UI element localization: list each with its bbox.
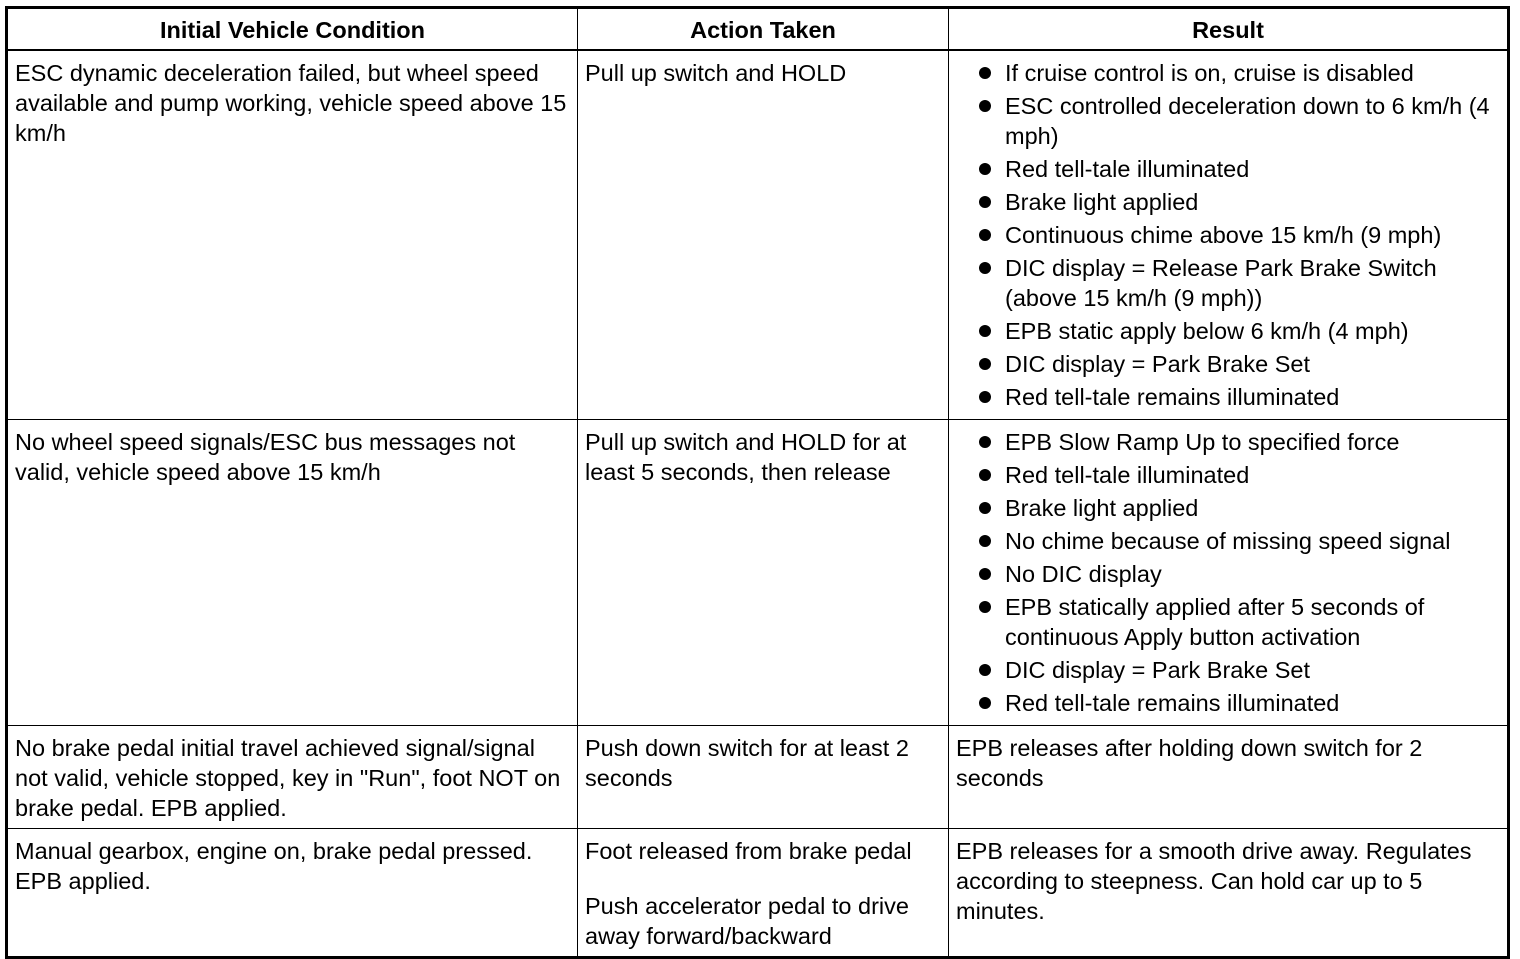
action-cell [578, 726, 949, 829]
action-cell [578, 420, 949, 726]
result-item: EPB static apply below 6 km/h (4 mph) [956, 316, 1501, 346]
result-list [956, 58, 1501, 412]
condition-cell: ESC dynamic deceleration failed, but wheel speed available and pump working, vehicle speed above 15 km/h [7, 50, 578, 420]
result-item: DIC display = Park Brake Set [956, 349, 1501, 379]
table-row [7, 726, 1509, 829]
epb-condition-table [5, 6, 1510, 959]
result-item: Red tell-tale illuminated [956, 460, 1501, 490]
header-row [7, 8, 1509, 51]
result-item: Continuous chime above 15 km/h (9 mph) [956, 220, 1501, 250]
result-item: Brake light applied [956, 493, 1501, 523]
action-cell [578, 829, 949, 958]
header-condition: Initial Vehicle Condition [7, 8, 578, 51]
action-text: Pull up switch and HOLD [585, 60, 847, 86]
result-item: ESC controlled deceleration down to 6 km/h (4 mph) [956, 91, 1501, 151]
condition-cell: Manual gearbox, engine on, brake pedal pressed. EPB applied. [7, 829, 578, 958]
result-cell [949, 50, 1509, 420]
result-list [956, 427, 1501, 718]
result-cell: EPB releases after holding down switch for 2 seconds [949, 726, 1509, 829]
result-item: No chime because of missing speed signal [956, 526, 1501, 556]
result-cell [949, 420, 1509, 726]
result-item: Red tell-tale remains illuminated [956, 382, 1501, 412]
action-text: Foot released from brake pedal [585, 838, 912, 864]
result-item: Brake light applied [956, 187, 1501, 217]
result-item: If cruise control is on, cruise is disabled [956, 58, 1501, 88]
action-cell [578, 50, 949, 420]
result-item: Red tell-tale illuminated [956, 154, 1501, 184]
table-row [7, 420, 1509, 726]
result-item: DIC display = Release Park Brake Switch (above 15 km/h (9 mph)) [956, 253, 1501, 313]
result-item: Red tell-tale remains illuminated [956, 688, 1501, 718]
table-row [7, 829, 1509, 958]
action-text: Push down switch for at least 2 seconds [585, 735, 909, 791]
result-item: DIC display = Park Brake Set [956, 655, 1501, 685]
result-item: EPB statically applied after 5 seconds of continuous Apply button activation [956, 592, 1501, 652]
header-result: Result [949, 8, 1509, 51]
result-cell: EPB releases for a smooth drive away. Regulates according to steepness. Can hold car up to 5 minutes. [949, 829, 1509, 958]
action-text: Push accelerator pedal to drive away forward/backward [585, 893, 909, 949]
condition-cell: No brake pedal initial travel achieved signal/signal not valid, vehicle stopped, key in "Run", foot NOT on brake pedal. EPB applied. [7, 726, 578, 829]
action-text: Pull up switch and HOLD for at least 5 seconds, then release [585, 429, 907, 485]
result-item: No DIC display [956, 559, 1501, 589]
header-action: Action Taken [578, 8, 949, 51]
result-item: EPB Slow Ramp Up to specified force [956, 427, 1501, 457]
table-row [7, 50, 1509, 420]
condition-cell: No wheel speed signals/ESC bus messages not valid, vehicle speed above 15 km/h [7, 420, 578, 726]
